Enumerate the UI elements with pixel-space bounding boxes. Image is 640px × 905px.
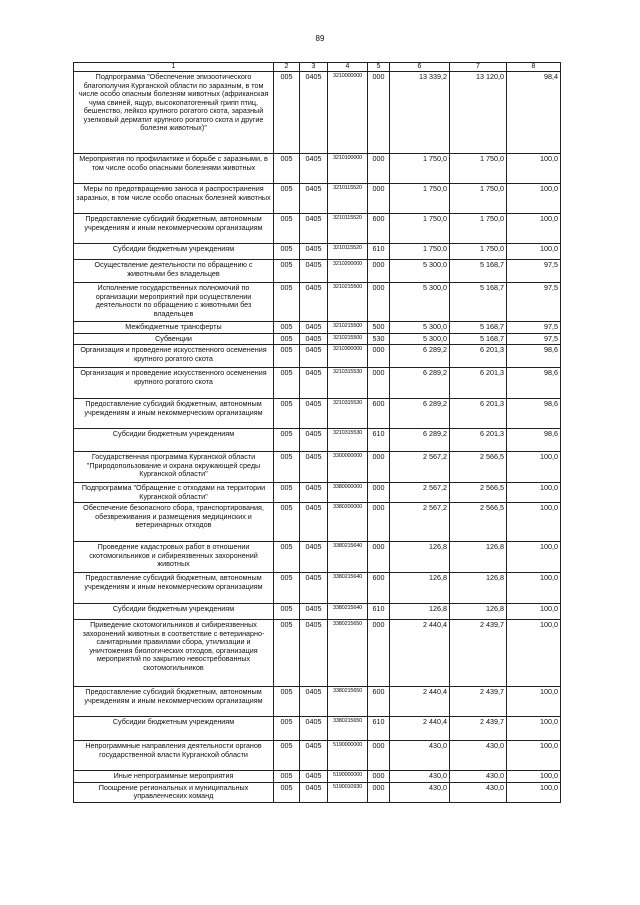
row-target-code: 3210215500: [328, 283, 368, 322]
table-row: [74, 214, 561, 244]
row-name: Предоставление субсидий бюджетным, автономным учреждениям и иным некоммерческим организациям: [74, 214, 274, 244]
row-plan-value: 2 440,4: [390, 687, 450, 717]
row-expense-type: 000: [368, 483, 390, 503]
row-section-code: 0405: [300, 399, 328, 429]
row-plan-value: 6 289,2: [390, 345, 450, 368]
row-expense-type: 610: [368, 429, 390, 452]
row-target-code: 3210315530: [328, 429, 368, 452]
row-admin-code: 005: [274, 542, 300, 573]
table-row: [74, 184, 561, 214]
row-name: Проведение кадастровых работ в отношении скотомогильников и сибиреязвенных захоронений животных: [74, 542, 274, 573]
row-target-code: 3210200000: [328, 260, 368, 283]
table-row: [74, 368, 561, 399]
row-fact-value: 6 201,3: [450, 345, 507, 368]
row-fact-value: 430,0: [450, 782, 507, 802]
row-plan-value: 126,8: [390, 573, 450, 604]
row-plan-value: 430,0: [390, 782, 450, 802]
row-name: Приведение скотомогильников и сибиреязвенных захоронений животных в соответствие с ветеринарно-санитарными правилами сбора, утилизации и уничтожения биологических отходов, организация мероприятий по закрытию невостребованных скотомогильников: [74, 620, 274, 687]
row-expense-type: 000: [368, 620, 390, 687]
column-header-8: 8: [507, 63, 561, 72]
row-fact-value: 5 168,7: [450, 260, 507, 283]
row-admin-code: 005: [274, 154, 300, 184]
table-row: [74, 741, 561, 771]
row-admin-code: 005: [274, 782, 300, 802]
column-header-6: 6: [390, 63, 450, 72]
row-section-code: 0405: [300, 154, 328, 184]
row-section-code: 0405: [300, 503, 328, 542]
row-plan-value: 2 440,4: [390, 620, 450, 687]
row-percent: 100,0: [507, 154, 561, 184]
row-expense-type: 000: [368, 503, 390, 542]
row-admin-code: 005: [274, 604, 300, 620]
row-admin-code: 005: [274, 333, 300, 344]
row-fact-value: 126,8: [450, 604, 507, 620]
row-name: Иные непрограммные мероприятия: [74, 771, 274, 782]
row-target-code: 3210315530: [328, 399, 368, 429]
row-admin-code: 005: [274, 283, 300, 322]
row-expense-type: 600: [368, 573, 390, 604]
row-percent: 100,0: [507, 244, 561, 260]
row-name: Государственная программа Курганской области "Природопользование и охрана окружающей среды Курганской области": [74, 452, 274, 483]
row-section-code: 0405: [300, 452, 328, 483]
row-expense-type: 600: [368, 399, 390, 429]
row-fact-value: 430,0: [450, 771, 507, 782]
table-row: [74, 573, 561, 604]
budget-table: [73, 62, 561, 803]
row-plan-value: 126,8: [390, 604, 450, 620]
row-fact-value: 430,0: [450, 741, 507, 771]
row-fact-value: 6 201,3: [450, 429, 507, 452]
row-section-code: 0405: [300, 782, 328, 802]
table-row: [74, 429, 561, 452]
row-fact-value: 6 201,3: [450, 368, 507, 399]
row-target-code: 3210215500: [328, 322, 368, 333]
row-section-code: 0405: [300, 244, 328, 260]
row-name: Предоставление субсидий бюджетным, автономным учреждениям и иным некоммерческим организациям: [74, 573, 274, 604]
row-admin-code: 005: [274, 687, 300, 717]
row-expense-type: 000: [368, 72, 390, 154]
row-percent: 100,0: [507, 452, 561, 483]
table-row: [74, 542, 561, 573]
row-plan-value: 430,0: [390, 771, 450, 782]
row-name: Непрограммные направления деятельности органов государственной власти Курганской области: [74, 741, 274, 771]
row-fact-value: 5 168,7: [450, 333, 507, 344]
row-fact-value: 1 750,0: [450, 214, 507, 244]
row-expense-type: 000: [368, 368, 390, 399]
row-target-code: 3300000000: [328, 452, 368, 483]
row-expense-type: 000: [368, 741, 390, 771]
row-admin-code: 005: [274, 184, 300, 214]
row-percent: 98,6: [507, 429, 561, 452]
row-plan-value: 13 339,2: [390, 72, 450, 154]
row-fact-value: 1 750,0: [450, 184, 507, 214]
row-expense-type: 000: [368, 542, 390, 573]
row-fact-value: 2 566,5: [450, 452, 507, 483]
table-row: [74, 483, 561, 503]
row-plan-value: 2 567,2: [390, 452, 450, 483]
row-expense-type: 000: [368, 452, 390, 483]
row-target-code: 5190010930: [328, 782, 368, 802]
row-expense-type: 000: [368, 184, 390, 214]
row-fact-value: 5 168,7: [450, 283, 507, 322]
row-name: Предоставление субсидий бюджетным, автономным учреждениям и иным некоммерческим организациям: [74, 399, 274, 429]
table-row: [74, 244, 561, 260]
row-plan-value: 5 300,0: [390, 283, 450, 322]
row-section-code: 0405: [300, 717, 328, 741]
row-section-code: 0405: [300, 620, 328, 687]
column-header-7: 7: [450, 63, 507, 72]
row-percent: 100,0: [507, 214, 561, 244]
row-section-code: 0405: [300, 184, 328, 214]
row-section-code: 0405: [300, 604, 328, 620]
column-header-2: 2: [274, 63, 300, 72]
row-fact-value: 126,8: [450, 542, 507, 573]
row-section-code: 0405: [300, 573, 328, 604]
table-row: [74, 687, 561, 717]
row-target-code: 3380215650: [328, 717, 368, 741]
row-admin-code: 005: [274, 620, 300, 687]
row-expense-type: 530: [368, 333, 390, 344]
row-admin-code: 005: [274, 483, 300, 503]
row-target-code: 3380215650: [328, 687, 368, 717]
row-percent: 100,0: [507, 620, 561, 687]
row-plan-value: 6 289,2: [390, 368, 450, 399]
row-name: Организация и проведение искусственного осеменения крупного рогатого скота: [74, 345, 274, 368]
row-plan-value: 1 750,0: [390, 154, 450, 184]
row-percent: 100,0: [507, 483, 561, 503]
row-target-code: 3210315530: [328, 368, 368, 399]
row-name: Мероприятия по профилактике и борьбе с заразными, в том числе особо опасными болезнями животных: [74, 154, 274, 184]
row-plan-value: 2 567,2: [390, 503, 450, 542]
table-row: [74, 620, 561, 687]
row-plan-value: 430,0: [390, 741, 450, 771]
row-name: Субсидии бюджетным учреждениям: [74, 604, 274, 620]
row-name: Предоставление субсидий бюджетным, автономным учреждениям и иным некоммерческим организациям: [74, 687, 274, 717]
row-target-code: 3210115520: [328, 244, 368, 260]
row-percent: 100,0: [507, 503, 561, 542]
row-plan-value: 2 567,2: [390, 483, 450, 503]
row-section-code: 0405: [300, 72, 328, 154]
row-plan-value: 5 300,0: [390, 322, 450, 333]
table-row: [74, 260, 561, 283]
row-section-code: 0405: [300, 483, 328, 503]
row-percent: 100,0: [507, 184, 561, 214]
row-admin-code: 005: [274, 717, 300, 741]
table-row: [74, 503, 561, 542]
row-name: Подпрограмма "Обеспечение эпизоотического благополучия Курганской области по заразным, в том числе особо опасным болезням животных (африканская чума свиней, ящур, высокопатогенный грипп птиц, бешенство, лейкоз крупного рогатого скота, заразный узелковый дерматит крупного рогатого скота и другие болезни животных)": [74, 72, 274, 154]
header-row: [74, 63, 561, 72]
row-name: Обеспечение безопасного сбора, транспортирования, обезвреживания и размещения медицинских и ветеринарных отходов: [74, 503, 274, 542]
row-expense-type: 000: [368, 771, 390, 782]
row-expense-type: 000: [368, 782, 390, 802]
row-name: Субсидии бюджетным учреждениям: [74, 429, 274, 452]
table-row: [74, 452, 561, 483]
row-target-code: 3210100000: [328, 154, 368, 184]
row-percent: 100,0: [507, 542, 561, 573]
table-row: [74, 72, 561, 154]
row-section-code: 0405: [300, 429, 328, 452]
row-admin-code: 005: [274, 345, 300, 368]
row-admin-code: 005: [274, 260, 300, 283]
table-row: [74, 283, 561, 322]
row-expense-type: 000: [368, 283, 390, 322]
row-name: Подпрограмма "Обращение с отходами на территории Курганской области": [74, 483, 274, 503]
row-plan-value: 1 750,0: [390, 244, 450, 260]
row-fact-value: 2 439,7: [450, 717, 507, 741]
row-admin-code: 005: [274, 771, 300, 782]
table-row: [74, 345, 561, 368]
row-target-code: 3380000000: [328, 483, 368, 503]
row-target-code: 5190000000: [328, 741, 368, 771]
row-percent: 100,0: [507, 604, 561, 620]
row-name: Поощрение региональных и муниципальных управленческих команд: [74, 782, 274, 802]
row-percent: 97,5: [507, 322, 561, 333]
row-plan-value: 1 750,0: [390, 214, 450, 244]
row-percent: 100,0: [507, 771, 561, 782]
row-fact-value: 1 750,0: [450, 154, 507, 184]
row-target-code: 3380215650: [328, 620, 368, 687]
row-admin-code: 005: [274, 368, 300, 399]
row-target-code: 3380200000: [328, 503, 368, 542]
row-admin-code: 005: [274, 741, 300, 771]
row-percent: 98,4: [507, 72, 561, 154]
row-percent: 98,6: [507, 345, 561, 368]
row-section-code: 0405: [300, 542, 328, 573]
row-target-code: 3210115520: [328, 214, 368, 244]
row-name: Исполнение государственных полномочий по организации мероприятий при осуществлении деятельности по обращению с животными без владельцев: [74, 283, 274, 322]
row-fact-value: 6 201,3: [450, 399, 507, 429]
row-plan-value: 2 440,4: [390, 717, 450, 741]
row-percent: 98,6: [507, 368, 561, 399]
row-target-code: 3380215640: [328, 604, 368, 620]
table-row: [74, 333, 561, 344]
row-plan-value: 126,8: [390, 542, 450, 573]
table-row: [74, 322, 561, 333]
column-header-4: 4: [328, 63, 368, 72]
row-percent: 97,5: [507, 333, 561, 344]
row-name: Меры по предотвращению заноса и распространения заразных, в том числе особо опасных болезней животных: [74, 184, 274, 214]
row-percent: 100,0: [507, 782, 561, 802]
row-admin-code: 005: [274, 503, 300, 542]
row-admin-code: 005: [274, 214, 300, 244]
row-admin-code: 005: [274, 244, 300, 260]
row-fact-value: 2 566,5: [450, 483, 507, 503]
row-expense-type: 610: [368, 604, 390, 620]
row-section-code: 0405: [300, 771, 328, 782]
page-number: 89: [315, 34, 325, 43]
column-header-3: 3: [300, 63, 328, 72]
row-section-code: 0405: [300, 283, 328, 322]
row-expense-type: 000: [368, 154, 390, 184]
row-admin-code: 005: [274, 72, 300, 154]
row-fact-value: 1 750,0: [450, 244, 507, 260]
row-fact-value: 126,8: [450, 573, 507, 604]
table-row: [74, 717, 561, 741]
table-row: [74, 782, 561, 802]
row-target-code: 3210215500: [328, 333, 368, 344]
row-percent: 97,5: [507, 260, 561, 283]
table-row: [74, 399, 561, 429]
row-percent: 97,5: [507, 283, 561, 322]
row-admin-code: 005: [274, 322, 300, 333]
row-target-code: 3210115520: [328, 184, 368, 214]
row-percent: 100,0: [507, 687, 561, 717]
row-plan-value: 5 300,0: [390, 260, 450, 283]
table-row: [74, 154, 561, 184]
row-section-code: 0405: [300, 260, 328, 283]
row-percent: 100,0: [507, 717, 561, 741]
row-plan-value: 5 300,0: [390, 333, 450, 344]
row-target-code: 3380215640: [328, 542, 368, 573]
row-name: Организация и проведение искусственного осеменения крупного рогатого скота: [74, 368, 274, 399]
column-header-1: 1: [74, 63, 274, 72]
row-percent: 98,6: [507, 399, 561, 429]
row-admin-code: 005: [274, 573, 300, 604]
row-target-code: 3210000000: [328, 72, 368, 154]
row-target-code: 3380215640: [328, 573, 368, 604]
row-section-code: 0405: [300, 322, 328, 333]
row-expense-type: 610: [368, 244, 390, 260]
row-section-code: 0405: [300, 368, 328, 399]
row-plan-value: 1 750,0: [390, 184, 450, 214]
table-row: [74, 771, 561, 782]
row-fact-value: 13 120,0: [450, 72, 507, 154]
row-fact-value: 5 168,7: [450, 322, 507, 333]
table-row: [74, 604, 561, 620]
row-name: Субсидии бюджетным учреждениям: [74, 244, 274, 260]
row-percent: 100,0: [507, 573, 561, 604]
row-fact-value: 2 566,5: [450, 503, 507, 542]
row-expense-type: 600: [368, 214, 390, 244]
row-section-code: 0405: [300, 214, 328, 244]
row-section-code: 0405: [300, 741, 328, 771]
row-admin-code: 005: [274, 452, 300, 483]
row-name: Осуществление деятельности по обращению с животными без владельцев: [74, 260, 274, 283]
row-target-code: 3210300000: [328, 345, 368, 368]
row-admin-code: 005: [274, 399, 300, 429]
row-section-code: 0405: [300, 687, 328, 717]
row-admin-code: 005: [274, 429, 300, 452]
row-target-code: 5190000000: [328, 771, 368, 782]
row-expense-type: 000: [368, 260, 390, 283]
row-plan-value: 6 289,2: [390, 429, 450, 452]
row-name: Межбюджетные трансферты: [74, 322, 274, 333]
row-section-code: 0405: [300, 345, 328, 368]
row-fact-value: 2 439,7: [450, 687, 507, 717]
row-percent: 100,0: [507, 741, 561, 771]
row-fact-value: 2 439,7: [450, 620, 507, 687]
row-name: Субвенции: [74, 333, 274, 344]
row-section-code: 0405: [300, 333, 328, 344]
row-name: Субсидии бюджетным учреждениям: [74, 717, 274, 741]
row-expense-type: 610: [368, 717, 390, 741]
row-expense-type: 600: [368, 687, 390, 717]
row-plan-value: 6 289,2: [390, 399, 450, 429]
row-expense-type: 000: [368, 345, 390, 368]
row-expense-type: 500: [368, 322, 390, 333]
column-header-5: 5: [368, 63, 390, 72]
